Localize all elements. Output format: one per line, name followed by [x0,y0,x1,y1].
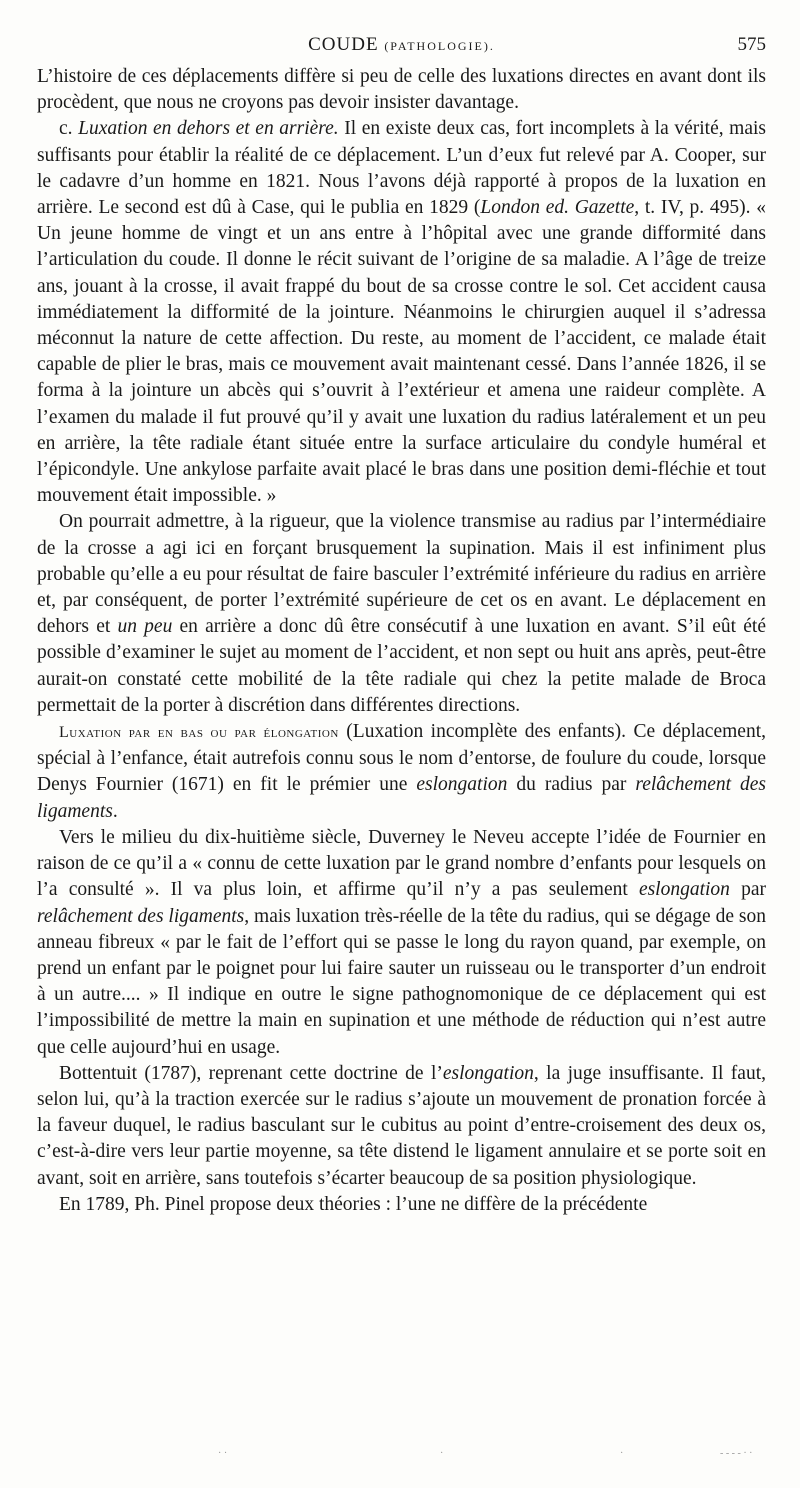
text-run: Il en existe deux cas, fort incomplets à la vérité, mais suffisants pour établir la réalité de ce déplacement. L’un d’eux fut relevé par A. Cooper, sur le cadavre d’un homme en 1821. Nous l’avons déjà rapporté à propos de la luxation en arrière. Le second est dû à Case, qui le publia en 1829 ( [37,118,766,219]
running-title [37,34,766,56]
text-run: , mais luxation très-réelle de la tête du radius, qui se dégage de son anneau fibreux « par le fait de l’effort qui se passe le long du rayon quand, par exemple, on prend un enfant par le poignet pour lui faire sauter un ruisseau ou le transporter d’un endroit à un autre.... » Il indique en outre le signe pathognomonique de ce déplacement qui est l’impossibilité de mettre la main en supination et une méthode de réduction qui n’est autre que celle aujourd’hui en usage. [37,905,766,1058]
page-number: 575 [737,34,766,55]
speck-mark: - - - - · · [720,1448,753,1459]
speck-mark: · [620,1448,624,1459]
section-heading: Luxation par en bas ou par élongation [59,724,339,742]
body-text [37,64,766,1218]
text-run: En 1789, Ph. Pinel propose deux théories : l’une ne diffère de la précédente [59,1193,648,1215]
text-run: , la juge insuffisante. Il faut, selon lui, qu’à la traction exercée sur le radius s’ajoute un mouvement de pronation forcée à la faveur duquel, le radius basculant sur le cubitus au point d’entre-croisement des deux os, c’est-à-dire vers leur partie moyenne, sa tête distend le ligament annulaire et se porte soit en avant, soit en arrière, sans toutefois s’écarter beaucoup de sa position physiologique. [37,1062,766,1189]
text-run: du radius par [507,774,636,796]
paragraph [37,116,766,509]
text-run: On pourrait admettre, à la rigueur, que la violence transmise au radius par l’intermédiaire de la crosse a agi ici en forçant brusquement la supination. Mais il est infiniment plus probable qu’elle a eu pour résultat de faire basculer l’extrémité inférieure du radius en arrière et, par conséquent, de porter l’extrémité supérieure de cet os en avant. Le déplacement en dehors et [37,511,766,638]
text-run: en arrière a donc dû être consécutif à une luxation en avant. S’il eût été possible d’examiner le sujet au moment de l’accident, et non sept ou huit ans après, peut-être aurait-on constaté cette mobilité de la tête radiale qui chez la petite malade de Broca permettait de la porter à discrétion dans différentes directions. [37,616,766,716]
paragraph [37,825,766,1061]
bottom-margin-specks [200,1448,760,1459]
italic-text: eslongation [442,1062,534,1084]
text-run: par [729,879,766,901]
italic-text: relâchement des ligaments [37,905,245,927]
text-run: . [112,800,118,822]
running-header [37,34,766,60]
text-run: c. [59,118,79,140]
italic-text: London ed. Gazette [480,197,635,219]
paragraph [37,719,766,825]
text-run: , t. IV, p. 495). « Un jeune homme de vingt et un ans entre à l’hôpital avec une grande difformité dans l’articulation du coude. Il donne le récit suivant de l’origine de sa maladie. A l’âge de treize ans, jouant à la crosse, il avait frappé du bout de sa crosse contre le sol. Cet accident causa immédiatement la difformité de la jointure. Néanmoins le chirurgien auquel il s’adressa méconnut la nature de cette affection. Du reste, au moment de l’accident, ce malade était capable de plier le bras, mais ce mouvement avait maintenant cessé. Dans l’année 1826, il se forma à la jointure un abcès qui s’ouvrit à l’extérieur et amena une raideur complète. A l’examen du malade il fut prouvé qu’il y avait une luxation du radius latéralement et un peu en arrière, la tête radiale étant située entre la surface articulaire du condyle huméral et l’épicondyle. Une ankylose parfaite avait placé le bras dans une position demi-fléchie et tout mouvement était impossible. » [37,197,766,507]
speck-mark: · · [218,1448,228,1459]
text-run: (Luxation incomplète des enfants). Ce déplacement, spécial à l’enfance, était autrefois connu sous le nom d’entorse, de foulure du coude, lorsque Denys Fournier (1671) en fit le prémier une [37,721,766,796]
text-run: L’histoire de ces déplacements diffère si peu de celle des luxations directes en avant dont ils procèdent, que nous ne croyons pas devoir insister davantage. [37,66,766,114]
paragraph [37,1192,766,1218]
italic-text: Luxation en dehors et en arrière. [78,118,339,140]
italic-text: eslongation [638,879,730,901]
speck-mark: · [440,1448,444,1459]
running-title-subtitle: (PATHOLOGIE). [384,39,495,53]
paragraph [37,1061,766,1192]
paragraph [37,509,766,719]
paragraph [37,64,766,116]
italic-text: un peu [117,616,173,638]
text-run: Bottentuit (1787), reprenant cette doctrine de l’ [59,1062,443,1084]
running-title-main: COUDE [308,34,379,55]
text-run: Vers le milieu du dix-huitième siècle, Duverney le Neveu accepte l’idée de Fournier en raison de ce qu’il a « connu de cette luxation par le grand nombre d’enfants pour lesquels on l’a consulté ». Il va plus loin, et affirme qu’il n’y a pas seulement [37,826,766,901]
italic-text: eslongation [416,774,508,796]
italic-text: relâchement des ligaments [37,774,766,822]
